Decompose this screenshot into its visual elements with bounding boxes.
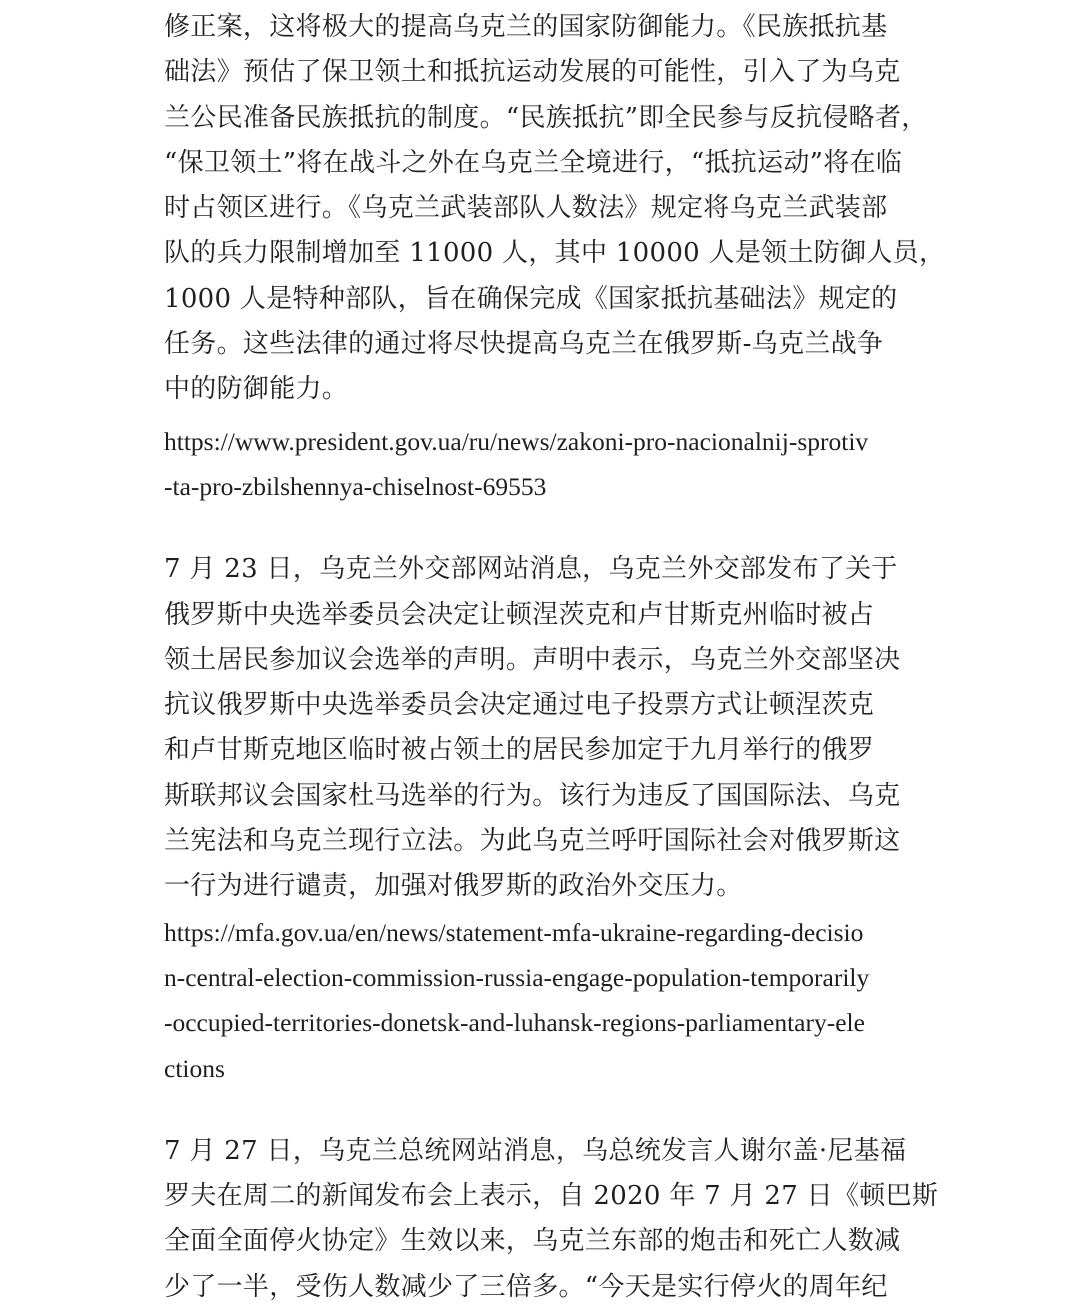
text-line: 全面全面停火协定》生效以来，乌克兰东部的炮击和死亡人数减 bbox=[164, 1226, 901, 1257]
text-line: 队的兵力限制增加至 11000 人，其中 10000 人是领土防御人员， bbox=[164, 238, 946, 269]
text-line: 修正案，这将极大的提高乌克兰的国家防御能力。《民族抵抗基 bbox=[164, 12, 888, 42]
paragraph-ceasefire bbox=[164, 1129, 939, 1310]
paragraph-mfa-statement bbox=[164, 547, 916, 909]
url-line[interactable]: https://mfa.gov.ua/en/news/statement-mfa-ukraine-regarding-decisio bbox=[164, 917, 864, 947]
text-line: 1000 人是特种部队，旨在确保完成《国家抵抗基础法》规定的 bbox=[164, 283, 898, 314]
url-line[interactable]: -ta-pro-zbilshennya-chiselnost-69553 bbox=[164, 471, 547, 501]
text-line: 7 月 27 日，乌克兰总统网站消息，乌总统发言人谢尔盖·尼基福 bbox=[164, 1135, 907, 1166]
source-link-mfa[interactable] bbox=[164, 910, 916, 1091]
text-line: 斯联邦议会国家杜马选举的行为。该行为违反了国国际法、乌克 bbox=[164, 780, 901, 811]
text-line: 一行为进行谴责，加强对俄罗斯的政治外交压力。 bbox=[164, 871, 743, 902]
text-line: “保卫领土”将在战斗之外在乌克兰全境进行，“抵抗运动”将在临 bbox=[164, 147, 903, 178]
text-line: 中的防御能力。 bbox=[164, 374, 349, 405]
document-page bbox=[164, 0, 946, 1310]
text-line: 俄罗斯中央选举委员会决定让顿涅茨克和卢甘斯克州临时被占 bbox=[164, 599, 875, 630]
text-line: 少了一半，受伤人数减少了三倍多。“今天是实行停火的周年纪 bbox=[164, 1271, 888, 1302]
text-line: 罗夫在周二的新闻发布会上表示，自 2020 年 7 月 27 日《顿巴斯 bbox=[164, 1181, 939, 1212]
url-line[interactable]: -occupied-territories-donetsk-and-luhansk-regions-parliamentary-ele bbox=[164, 1008, 865, 1038]
paragraph-defense-laws bbox=[164, 5, 946, 413]
text-line: 时占领区进行。《乌克兰武装部队人数法》规定将乌克兰武装部 bbox=[164, 193, 888, 224]
text-line: 抗议俄罗斯中央选举委员会决定通过电子投票方式让顿涅茨克 bbox=[164, 690, 875, 721]
text-line: 兰公民准备民族抵抗的制度。“民族抵抗”即全民参与反抗侵略者， bbox=[164, 102, 928, 133]
url-line[interactable]: ctions bbox=[164, 1053, 225, 1083]
text-line: 础法》预估了保卫领土和抵抗运动发展的可能性，引入了为乌克 bbox=[164, 57, 901, 88]
text-line: 任务。这些法律的通过将尽快提高乌克兰在俄罗斯-乌克兰战争 bbox=[164, 329, 884, 360]
text-line: 和卢甘斯克地区临时被占领土的居民参加定于九月举行的俄罗 bbox=[164, 735, 875, 766]
source-link-president[interactable] bbox=[164, 419, 916, 510]
text-line: 兰宪法和乌克兰现行立法。为此乌克兰呼吁国际社会对俄罗斯这 bbox=[164, 826, 901, 857]
url-line[interactable]: n-central-election-commission-russia-engage-population-temporarily bbox=[164, 962, 870, 992]
url-line[interactable]: https://www.president.gov.ua/ru/news/zakoni-pro-nacionalnij-sprotiv bbox=[164, 426, 869, 456]
text-line: 7 月 23 日，乌克兰外交部网站消息，乌克兰外交部发布了关于 bbox=[164, 554, 898, 585]
text-line: 领土居民参加议会选举的声明。声明中表示，乌克兰外交部坚决 bbox=[164, 644, 901, 675]
